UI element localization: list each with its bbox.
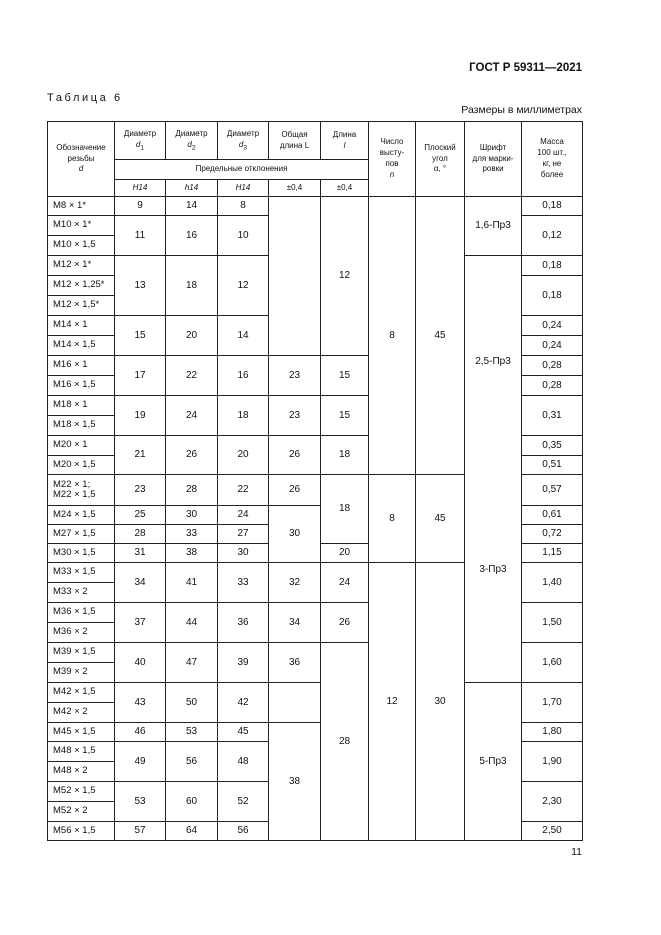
- d1-cell: 23: [115, 475, 166, 506]
- thread-designation: М16 × 1: [48, 356, 115, 376]
- mass-cell: 0,18: [522, 197, 583, 216]
- mass-cell: 0,61: [522, 506, 583, 525]
- thread-designation: М48 × 1,5: [48, 742, 115, 762]
- n-cell: 8: [369, 197, 416, 475]
- l-cell: 18: [321, 436, 369, 475]
- L-cell: 34: [269, 603, 321, 643]
- L-cell: 36: [269, 643, 321, 683]
- d3-cell: 10: [218, 216, 269, 256]
- d3-cell: 20: [218, 436, 269, 475]
- d1-cell: 25: [115, 506, 166, 525]
- mass-cell: 0,24: [522, 336, 583, 356]
- tolerance-d3: H14: [218, 180, 269, 197]
- thread-designation: М18 × 1,5: [48, 416, 115, 436]
- angle-cell: 45: [416, 197, 465, 475]
- thread-designation: М22 × 1; М22 × 1,5: [48, 475, 115, 506]
- d3-cell: 42: [218, 683, 269, 723]
- d2-cell: 18: [166, 256, 218, 316]
- thread-designation: М24 × 1,5: [48, 506, 115, 525]
- n-cell: 8: [369, 475, 416, 563]
- tolerance-d2: h14: [166, 180, 218, 197]
- d2-cell: 22: [166, 356, 218, 396]
- d3-cell: 52: [218, 782, 269, 822]
- thread-designation: М18 × 1: [48, 396, 115, 416]
- mass-cell: 0,18: [522, 256, 583, 276]
- standard-number: ГОСТ Р 59311—2021: [469, 62, 582, 74]
- d3-cell: 22: [218, 475, 269, 506]
- header-lugs: Число высту- пов n: [369, 122, 416, 197]
- d2-cell: 30: [166, 506, 218, 525]
- d1-cell: 11: [115, 216, 166, 256]
- d3-cell: 18: [218, 396, 269, 436]
- d1-cell: 19: [115, 396, 166, 436]
- d2-cell: 44: [166, 603, 218, 643]
- header-d3: Диаметр $d_3$: [218, 122, 269, 160]
- d2-cell: 47: [166, 643, 218, 683]
- thread-designation: М39 × 1,5: [48, 643, 115, 663]
- d3-cell: 39: [218, 643, 269, 683]
- thread-designation: М36 × 1,5: [48, 603, 115, 623]
- header-designation: Обозначение резьбы d: [48, 122, 115, 197]
- mass-cell: 1,40: [522, 563, 583, 603]
- thread-designation: М12 × 1,25*: [48, 276, 115, 296]
- mass-cell: 0,12: [522, 216, 583, 256]
- d3-cell: 14: [218, 316, 269, 356]
- thread-designation: М42 × 2: [48, 703, 115, 723]
- angle-cell: 30: [416, 563, 465, 841]
- d2-cell: 24: [166, 396, 218, 436]
- mass-cell: 0,31: [522, 396, 583, 436]
- d1-cell: 40: [115, 643, 166, 683]
- header-mass: Масса 100 шт., кг, не более: [522, 122, 583, 197]
- header-length-l: Длина l: [321, 122, 369, 160]
- d3-cell: 24: [218, 506, 269, 525]
- thread-designation: М52 × 2: [48, 802, 115, 822]
- d1-cell: 53: [115, 782, 166, 822]
- header-angle: Плоский угол α, °: [416, 122, 465, 197]
- d2-cell: 56: [166, 742, 218, 782]
- angle-cell: 45: [416, 475, 465, 563]
- thread-designation: М36 × 2: [48, 623, 115, 643]
- table-title: Таблица 6: [47, 92, 123, 104]
- dimensions-table: [47, 121, 583, 841]
- thread-designation: М14 × 1,5: [48, 336, 115, 356]
- d3-cell: 36: [218, 603, 269, 643]
- thread-designation: М48 × 2: [48, 762, 115, 782]
- font-cell: 1,6-Пр3: [465, 197, 522, 256]
- d1-cell: 21: [115, 436, 166, 475]
- thread-designation: М16 × 1,5: [48, 376, 115, 396]
- mass-cell: 1,90: [522, 742, 583, 782]
- l-cell: 28: [321, 643, 369, 841]
- units-note: Размеры в миллиметрах: [461, 104, 582, 116]
- thread-designation: М14 × 1: [48, 316, 115, 336]
- font-label: 2,5-Пр3: [475, 356, 511, 367]
- thread-designation: М10 × 1*: [48, 216, 115, 236]
- mass-cell: 1,70: [522, 683, 583, 723]
- d1-cell: 34: [115, 563, 166, 603]
- L-cell: 26: [269, 436, 321, 475]
- font-cell: 5-Пр3: [465, 683, 522, 841]
- d1-cell: 43: [115, 683, 166, 723]
- n-cell: 12: [369, 563, 416, 841]
- thread-designation: М33 × 1,5: [48, 563, 115, 583]
- thread-designation: М8 × 1*: [48, 197, 115, 216]
- header-length-L: Общая длина L: [269, 122, 321, 160]
- header-d1: Диаметр $d_1$: [115, 122, 166, 160]
- mass-cell: 2,50: [522, 822, 583, 841]
- L-cell: 23: [269, 356, 321, 396]
- L-cell: [269, 197, 321, 356]
- d1-cell: 57: [115, 822, 166, 841]
- L-cell: 32: [269, 563, 321, 603]
- d2-cell: 38: [166, 544, 218, 563]
- d3-cell: 48: [218, 742, 269, 782]
- l-cell: 26: [321, 603, 369, 643]
- mass-cell: 1,80: [522, 723, 583, 742]
- thread-designation: М12 × 1,5*: [48, 296, 115, 316]
- tolerance-d1: H14: [115, 180, 166, 197]
- l-cell: 24: [321, 563, 369, 603]
- L-cell: 38: [269, 723, 321, 841]
- d3-cell: 27: [218, 525, 269, 544]
- thread-designation: М27 × 1,5: [48, 525, 115, 544]
- thread-designation: М39 × 2: [48, 663, 115, 683]
- d3-cell: 12: [218, 256, 269, 316]
- L-cell: [269, 683, 321, 723]
- d2-cell: 50: [166, 683, 218, 723]
- d1-cell: 9: [115, 197, 166, 216]
- mass-cell: 0,28: [522, 356, 583, 376]
- tolerance-L: ±0,4: [269, 180, 321, 197]
- mass-cell: 0,57: [522, 475, 583, 506]
- L-cell: 30: [269, 506, 321, 563]
- mass-cell: 1,15: [522, 544, 583, 563]
- l-cell: 20: [321, 544, 369, 563]
- d3-cell: 30: [218, 544, 269, 563]
- mass-cell: 0,28: [522, 376, 583, 396]
- thread-designation: М12 × 1*: [48, 256, 115, 276]
- mass-cell: 2,30: [522, 782, 583, 822]
- d2-cell: 14: [166, 197, 218, 216]
- mass-cell: 1,50: [522, 603, 583, 643]
- d2-cell: 53: [166, 723, 218, 742]
- mass-cell: 0,72: [522, 525, 583, 544]
- table-row: [48, 683, 583, 703]
- page-number: 11: [571, 846, 582, 858]
- d1-cell: 15: [115, 316, 166, 356]
- d1-cell: 31: [115, 544, 166, 563]
- mass-cell: 0,35: [522, 436, 583, 456]
- d2-cell: 16: [166, 216, 218, 256]
- d1-cell: 13: [115, 256, 166, 316]
- d2-cell: 28: [166, 475, 218, 506]
- mass-cell: 0,18: [522, 276, 583, 316]
- l-cell: 12: [321, 197, 369, 356]
- font-label: 3-Пр3: [479, 564, 507, 575]
- L-cell: 26: [269, 475, 321, 506]
- mass-cell: 1,60: [522, 643, 583, 683]
- d2-cell: 26: [166, 436, 218, 475]
- d3-cell: 33: [218, 563, 269, 603]
- mass-cell: 0,51: [522, 456, 583, 475]
- d3-cell: 8: [218, 197, 269, 216]
- d2-cell: 20: [166, 316, 218, 356]
- l-cell: 18: [321, 475, 369, 544]
- header-deviations: Предельные отклонения: [115, 160, 369, 180]
- d2-cell: 64: [166, 822, 218, 841]
- d3-cell: 16: [218, 356, 269, 396]
- thread-designation: М20 × 1: [48, 436, 115, 456]
- d1-cell: 17: [115, 356, 166, 396]
- thread-designation: М30 × 1,5: [48, 544, 115, 563]
- d1-cell: 28: [115, 525, 166, 544]
- L-cell: 23: [269, 396, 321, 436]
- l-cell: 15: [321, 396, 369, 436]
- thread-designation: М42 × 1,5: [48, 683, 115, 703]
- d2-cell: 60: [166, 782, 218, 822]
- thread-designation: М20 × 1,5: [48, 456, 115, 475]
- header-d2: Диаметр $d_2$: [166, 122, 218, 160]
- d2-cell: 41: [166, 563, 218, 603]
- mass-cell: 0,24: [522, 316, 583, 336]
- thread-designation: М56 × 1,5: [48, 822, 115, 841]
- d1-cell: 46: [115, 723, 166, 742]
- table-row: [48, 197, 583, 216]
- tolerance-l: ±0,4: [321, 180, 369, 197]
- d1-cell: 37: [115, 603, 166, 643]
- l-cell: 15: [321, 356, 369, 396]
- d1-cell: 49: [115, 742, 166, 782]
- thread-designation: М45 × 1,5: [48, 723, 115, 742]
- header-font: Шрифт для марки- ровки: [465, 122, 522, 197]
- d3-cell: 56: [218, 822, 269, 841]
- thread-designation: М52 × 1,5: [48, 782, 115, 802]
- thread-designation: М10 × 1,5: [48, 236, 115, 256]
- thread-designation: М33 × 2: [48, 583, 115, 603]
- d2-cell: 33: [166, 525, 218, 544]
- d3-cell: 45: [218, 723, 269, 742]
- font-cell: [465, 256, 522, 683]
